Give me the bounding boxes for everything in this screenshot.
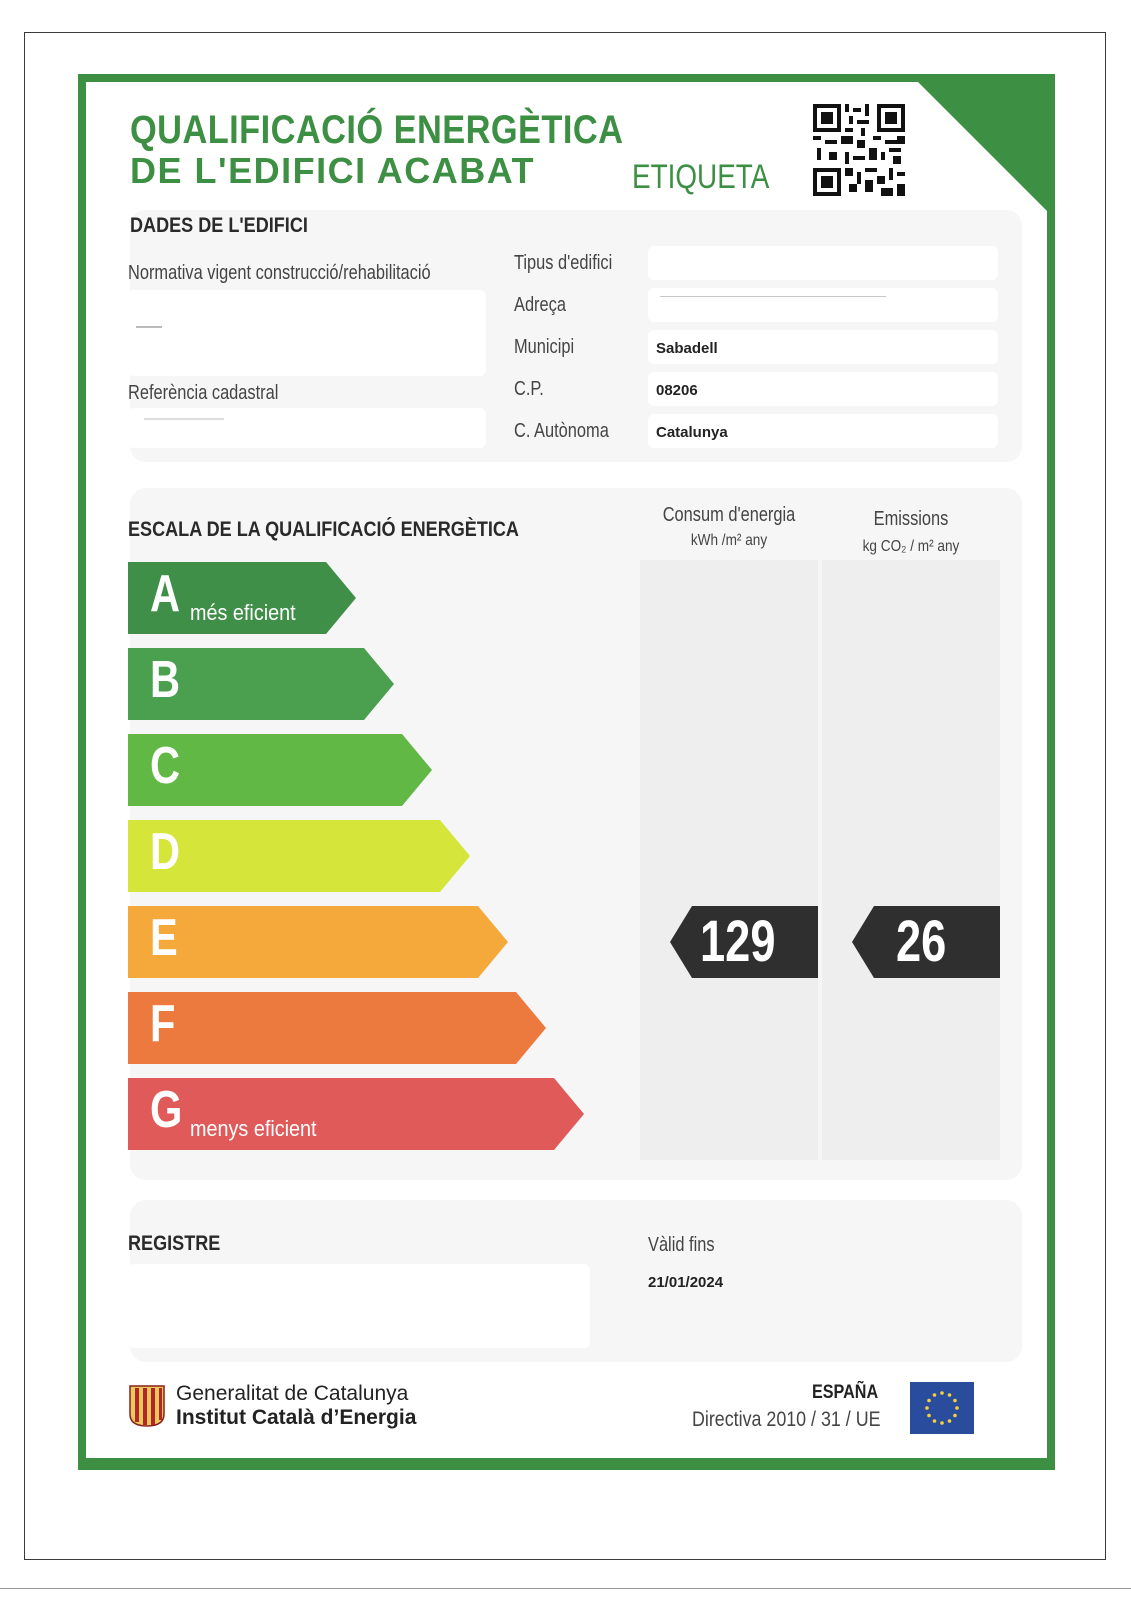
eu-star-icon [940,1391,944,1395]
cadastral-label: Referència cadastral [128,382,279,404]
rating-bar-b [128,648,394,720]
eu-star-icon [927,1414,931,1418]
building-data-heading: DADES DE L'EDIFICI [130,214,308,237]
regulation-field [128,290,486,376]
rating-bar-shape [128,906,508,978]
consumption-value: 129 [700,909,776,974]
label-corner [918,82,1048,212]
rating-letter: B [150,651,181,709]
valid-until-label: Vàlid fins [648,1234,715,1256]
registry-heading: REGISTRE [128,1232,221,1255]
eu-star-icon [948,1393,952,1397]
rating-letter: D [150,823,181,881]
eu-flag-icon [910,1382,974,1434]
eu-star-icon [953,1414,957,1418]
redacted-text [144,418,224,420]
field-label-municipality: Municipi [514,336,575,358]
field-label-building-type: Tipus d'edifici [514,252,613,274]
eu-star-icon [953,1399,957,1403]
eu-star-icon [940,1421,944,1425]
rating-note: més eficient [190,600,296,625]
valid-until-date: 21/01/2024 [648,1274,724,1291]
directive-label: Directiva 2010 / 31 / UE [692,1408,881,1431]
redacted-text [136,326,162,328]
rating-bar-a [128,562,356,634]
field-value-postcode: 08206 [656,382,698,399]
consumption-indicator [670,906,818,978]
eu-star-icon [925,1406,929,1410]
consumption-header: Consum d'energia [662,504,796,526]
rating-bar-d [128,820,470,892]
rating-bar-g [128,1078,584,1150]
eu-star-icon [933,1419,937,1423]
rating-letter: C [150,737,181,795]
rating-letter: G [150,1081,183,1139]
rating-bar-c [128,734,432,806]
page-bottom-line [0,1588,1131,1589]
consumption-column [640,560,818,1160]
rating-letter: A [150,565,181,623]
title-line-1: QUALIFICACIÓ ENERGÈTICA [130,108,624,152]
emissions-header: Emissions [873,508,949,530]
etiqueta-tag: ETIQUETA [632,158,770,196]
eu-star-icon [927,1399,931,1403]
field-label-region: C. Autònoma [514,420,609,442]
emissions-value: 26 [896,909,947,974]
consumption-unit: kWh /m² any [690,532,768,549]
qr-code-icon [813,104,905,196]
emissions-unit: kg CO₂ / m² any [862,538,960,555]
emissions-indicator [852,906,1000,978]
field-value-building-type [648,246,998,280]
regulation-label: Normativa vigent construcció/rehabilitació [128,262,431,284]
cadastral-field [128,408,486,448]
eu-star-icon [948,1419,952,1423]
title-line-2: DE L'EDIFICI ACABAT [130,150,536,191]
eu-star-icon [955,1406,959,1410]
rating-bar-f [128,992,546,1064]
institute-name: Institut Català d’Energia [176,1406,417,1429]
energy-scale-heading: ESCALA DE LA QUALIFICACIÓ ENERGÈTICA [128,518,519,541]
rating-bar-shape [128,992,546,1064]
rating-bar-e [128,906,508,978]
emissions-column [822,560,1000,1160]
redacted-text [660,296,886,297]
field-box-postcode [648,372,998,406]
field-value-municipality: Sabadell [656,340,718,357]
registry-field [128,1264,590,1348]
generalitat-name: Generalitat de Catalunya [176,1382,409,1405]
generalitat-logo-icon [128,1384,166,1428]
field-label-address: Adreça [514,294,566,316]
rating-note: menys eficient [190,1116,317,1141]
eu-star-icon [933,1393,937,1397]
rating-letter: F [150,995,176,1053]
country-label: ESPAÑA [812,1382,879,1403]
rating-letter: E [150,909,178,967]
field-label-postcode: C.P. [514,378,544,400]
field-value-address [648,288,998,322]
field-value-region: Catalunya [656,424,728,441]
